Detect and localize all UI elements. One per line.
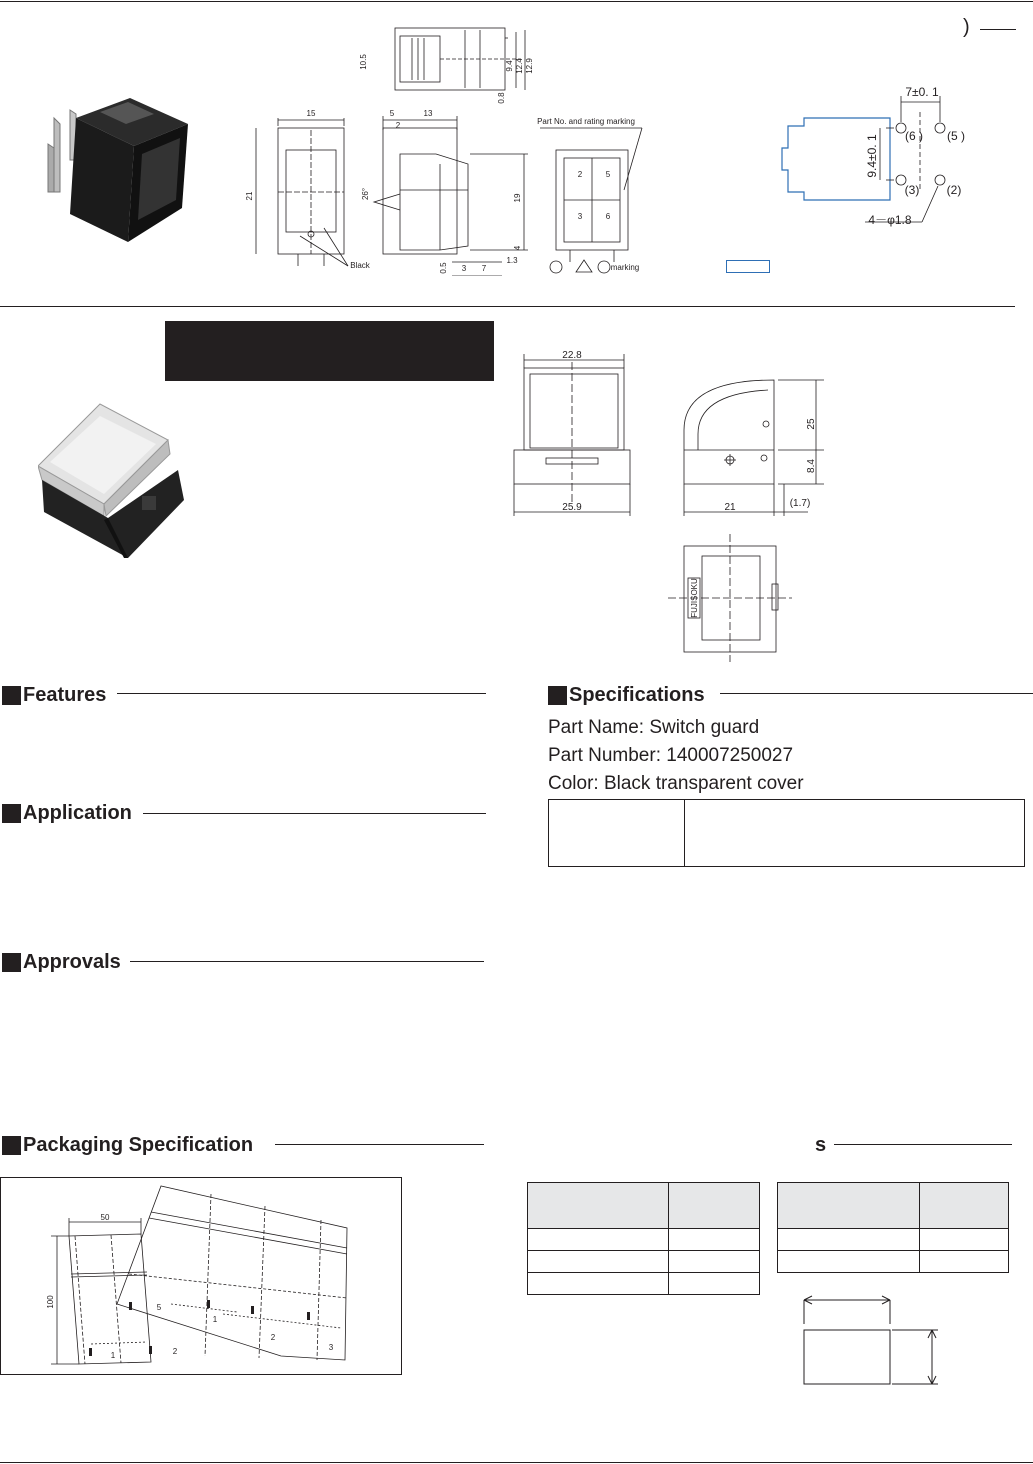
dim-side-1: 9.4 (505, 60, 514, 72)
switch-guard-photo (38, 400, 198, 562)
dim-profile-4: 19 (513, 193, 522, 203)
bottom-rule (0, 1462, 1033, 1463)
header-paren-rule (980, 29, 1016, 30)
right-section-heading: s (815, 1134, 827, 1156)
pack-num-5: 3 (328, 1343, 334, 1352)
guard-dim-0: 22.8 (562, 350, 582, 361)
table-cell (669, 1251, 760, 1273)
right-section-rule (834, 1144, 1012, 1145)
table-cell (778, 1251, 920, 1273)
heading-square-icon (2, 804, 21, 823)
rocker-switch-photo (30, 88, 200, 248)
dim-side-2: 12.4 (515, 58, 524, 74)
features-heading: Features (2, 684, 106, 706)
table-cell (920, 1251, 1009, 1273)
table-head-cell (920, 1183, 1009, 1229)
terminal-label-3: 3 (577, 212, 583, 221)
guard-dim-1: 25.9 (562, 502, 582, 513)
dim-profile-3: 26° (361, 187, 370, 201)
dim-profile-2: 2 (395, 121, 401, 130)
terminal-label-2: 2 (577, 170, 583, 179)
carton-dimension-diagram (800, 1294, 942, 1388)
pack-dim-height: 100 (46, 1295, 55, 1309)
black-label: Black (350, 261, 370, 270)
table-head-cell (669, 1183, 760, 1229)
middle-rule (0, 306, 1015, 307)
approvals-heading: Approvals (2, 951, 121, 973)
table-head-cell (528, 1183, 669, 1229)
guard-dim-5: (1.7) (789, 498, 811, 509)
table-cell (669, 1273, 760, 1295)
table-cell (528, 1229, 669, 1251)
application-rule (143, 813, 486, 814)
marking-title: Part No. and rating marking (537, 117, 635, 126)
dim-side-0: 10.5 (359, 54, 368, 70)
blue-label-box (726, 260, 770, 273)
rating-table-right (777, 1182, 1009, 1273)
packaging-rule (275, 1144, 484, 1145)
dim-profile-8: 7 (481, 264, 487, 273)
table-cell (778, 1229, 920, 1251)
top-rule (0, 1, 1033, 2)
mount-dim-hole: 4－φ1.8 (868, 213, 912, 227)
dim-front-1: 21 (245, 191, 254, 201)
switch-dimension-drawing (240, 18, 660, 276)
packaging-heading: Packaging Specification (2, 1134, 253, 1156)
mount-dim-pitch-y: 9.4±0. 1 (865, 134, 879, 178)
table-cell (920, 1229, 1009, 1251)
dim-profile-7: 3 (461, 264, 467, 273)
terminal-label-6: 6 (605, 212, 611, 221)
spec-table-cell (549, 800, 685, 867)
pin-label-5: (5 ) (947, 129, 965, 143)
pin-label-3: (3) (904, 183, 920, 197)
guard-dimension-drawing (508, 344, 828, 666)
guard-dim-2: 21 (724, 502, 736, 513)
specifications-heading: Specifications (548, 684, 705, 706)
dim-side-4: 0.8 (497, 92, 506, 104)
heading-square-icon (2, 953, 21, 972)
guard-dim-3: 25 (806, 418, 817, 430)
spec-part-number: Part Number: 140007250027 (548, 745, 794, 766)
packaging-illustration-frame (0, 1177, 402, 1375)
guard-brand: FUJISOKU (690, 578, 699, 618)
table-head-cell (778, 1183, 920, 1229)
dim-profile-9: 1.3 (506, 256, 518, 265)
dim-side-3: 12.9 (525, 58, 534, 74)
dim-front-0: 15 (306, 109, 316, 118)
application-heading: Application (2, 802, 132, 824)
pack-num-3: 1 (212, 1315, 218, 1324)
mount-dim-pitch-x: 7±0. 1 (905, 85, 939, 99)
approvals-rule (130, 961, 484, 962)
header-paren: ) (963, 16, 970, 38)
pack-num-4: 2 (270, 1333, 276, 1342)
heading-square-icon (548, 686, 567, 705)
table-cell (528, 1251, 669, 1273)
heading-square-icon (2, 686, 21, 705)
spec-table-cell (685, 800, 1025, 867)
guard-dim-4: 8.4 (806, 459, 817, 473)
rating-table-left (527, 1182, 760, 1295)
specifications-rule (720, 693, 1033, 694)
pack-num-2: 5 (156, 1303, 162, 1312)
dim-profile-5: 4 (513, 245, 522, 251)
pin-label-2: (2) (946, 183, 962, 197)
pin-label-6: (6 ) (905, 129, 923, 143)
dim-profile-6: 0.5 (439, 262, 448, 274)
features-rule (117, 693, 486, 694)
spec-color: Color: Black transparent cover (548, 773, 804, 794)
mounting-hole-drawing (770, 82, 990, 232)
heading-square-icon (2, 1136, 21, 1155)
spec-table (548, 799, 1025, 867)
product-title-band (165, 321, 494, 381)
spec-part-name: Part Name: Switch guard (548, 717, 760, 738)
pack-num-1: 2 (172, 1347, 178, 1356)
terminal-label-5: 5 (605, 170, 611, 179)
pack-num-0: 1 (110, 1351, 116, 1360)
dim-profile-1: 13 (423, 109, 433, 118)
pack-dim-width: 50 (100, 1213, 110, 1222)
table-cell (528, 1273, 669, 1295)
marking-suffix: marking (610, 263, 640, 272)
dim-profile-0: 5 (389, 109, 395, 118)
table-cell (669, 1229, 760, 1251)
